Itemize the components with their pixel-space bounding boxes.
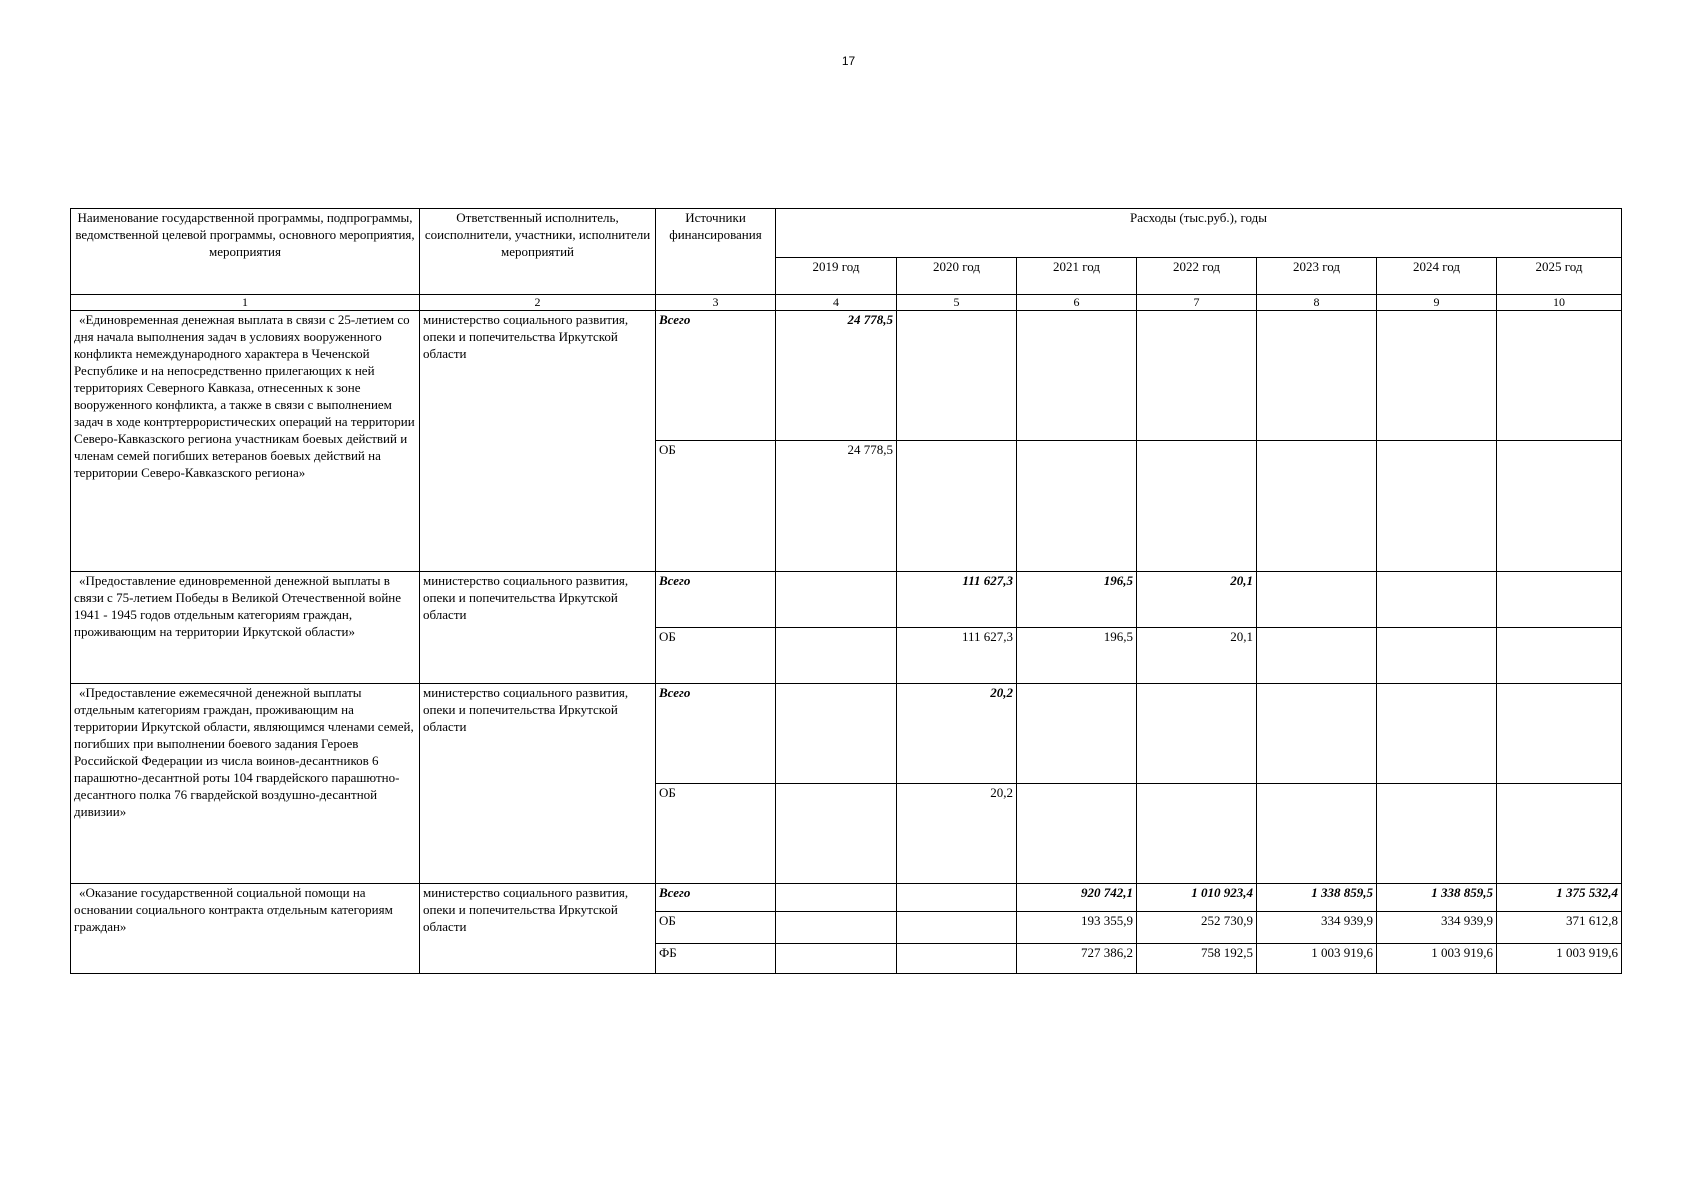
source-label: Всего [656, 572, 776, 628]
value-cell [1257, 628, 1377, 684]
value-cell: 334 939,9 [1257, 912, 1377, 944]
value-cell [1257, 441, 1377, 572]
value-cell [1137, 311, 1257, 441]
value-cell [1497, 441, 1622, 572]
header-year: 2022 год [1137, 258, 1257, 295]
table-row [71, 684, 1622, 784]
source-label: ФБ [656, 944, 776, 974]
value-cell [1137, 684, 1257, 784]
value-cell [1137, 441, 1257, 572]
value-cell [1017, 311, 1137, 441]
header-executor: Ответственный исполнитель, соисполнители, участники, исполнители мероприятий [420, 209, 656, 295]
value-cell [1497, 784, 1622, 884]
value-cell: 371 612,8 [1497, 912, 1622, 944]
header-source: Источники финансирования [656, 209, 776, 295]
value-cell: 24 778,5 [776, 441, 897, 572]
value-cell: 1 003 919,6 [1257, 944, 1377, 974]
source-label: ОБ [656, 441, 776, 572]
header-year: 2024 год [1377, 258, 1497, 295]
page-number: 17 [841, 54, 856, 68]
value-cell: 20,2 [897, 684, 1017, 784]
value-cell [776, 628, 897, 684]
value-cell [1377, 572, 1497, 628]
value-cell: 1 338 859,5 [1377, 884, 1497, 912]
value-cell [897, 311, 1017, 441]
header-year: 2019 год [776, 258, 897, 295]
value-cell [897, 884, 1017, 912]
value-cell [1017, 784, 1137, 884]
value-cell [897, 944, 1017, 974]
value-cell [1497, 684, 1622, 784]
value-cell [1137, 784, 1257, 884]
value-cell: 1 003 919,6 [1497, 944, 1622, 974]
column-number: 4 [776, 295, 897, 311]
value-cell [1497, 572, 1622, 628]
value-cell [776, 572, 897, 628]
source-label: Всего [656, 884, 776, 912]
header-year: 2020 год [897, 258, 1017, 295]
program-executor: министерство социального развития, опеки и попечительства Иркутской области [420, 572, 656, 684]
column-number: 5 [897, 295, 1017, 311]
header-year: 2023 год [1257, 258, 1377, 295]
value-cell [1497, 311, 1622, 441]
budget-table [70, 208, 1622, 974]
value-cell [1257, 572, 1377, 628]
value-cell: 1 375 532,4 [1497, 884, 1622, 912]
program-executor: министерство социального развития, опеки и попечительства Иркутской области [420, 684, 656, 884]
value-cell: 193 355,9 [1017, 912, 1137, 944]
column-number: 7 [1137, 295, 1257, 311]
value-cell [1377, 311, 1497, 441]
value-cell [1377, 628, 1497, 684]
program-name: «Единовременная денежная выплата в связи с 25-летием со дня начала выполнения задач в условиях вооруженного конфликта немеждународного характера в Чеченской Республике и на непосредственно прилегающих к ней территориях Северного Кавказа, отнесенных к зоне вооруженного конфликта, а также в связи с выполнением задач в ходе контртеррористических операций на территории Северо-Кавказского региона участникам боевых действий и членам семей погибших ветеранов боевых действий на территории Северо-Кавказского региона» [71, 311, 420, 572]
program-name: «Оказание государственной социальной помощи на основании социального контракта отдельным категориям граждан» [71, 884, 420, 974]
header-year: 2025 год [1497, 258, 1622, 295]
value-cell: 1 338 859,5 [1257, 884, 1377, 912]
value-cell: 252 730,9 [1137, 912, 1257, 944]
source-label: Всего [656, 684, 776, 784]
value-cell [776, 944, 897, 974]
source-label: ОБ [656, 784, 776, 884]
value-cell: 758 192,5 [1137, 944, 1257, 974]
program-name: «Предоставление ежемесячной денежной выплаты отдельным категориям граждан, проживающим на территории Иркутской области, являющимся членами семей, погибших при выполнении боевого задания Героев Российской Федерации из числа воинов-десантников 6 парашютно-десантной роты 104 гвардейского парашютно-десантного полка 76 гвардейской воздушно-десантной дивизии» [71, 684, 420, 884]
column-number: 1 [71, 295, 420, 311]
value-cell: 1 003 919,6 [1377, 944, 1497, 974]
value-cell [1377, 684, 1497, 784]
value-cell: 20,2 [897, 784, 1017, 884]
program-executor: министерство социального развития, опеки и попечительства Иркутской области [420, 884, 656, 974]
source-label: ОБ [656, 628, 776, 684]
value-cell [1257, 784, 1377, 884]
column-number: 2 [420, 295, 656, 311]
table-row [71, 311, 1622, 441]
value-cell: 196,5 [1017, 628, 1137, 684]
column-number: 9 [1377, 295, 1497, 311]
value-cell [1017, 684, 1137, 784]
header-expenses: Расходы (тыс.руб.), годы [776, 209, 1622, 258]
value-cell [776, 784, 897, 884]
value-cell: 20,1 [1137, 572, 1257, 628]
value-cell: 920 742,1 [1017, 884, 1137, 912]
value-cell: 196,5 [1017, 572, 1137, 628]
value-cell [1257, 311, 1377, 441]
table-row [71, 884, 1622, 912]
column-number: 10 [1497, 295, 1622, 311]
value-cell [776, 912, 897, 944]
value-cell [1497, 628, 1622, 684]
column-number: 3 [656, 295, 776, 311]
value-cell [897, 441, 1017, 572]
value-cell: 20,1 [1137, 628, 1257, 684]
value-cell [1257, 684, 1377, 784]
value-cell [776, 684, 897, 784]
value-cell [1017, 441, 1137, 572]
value-cell: 111 627,3 [897, 628, 1017, 684]
value-cell: 24 778,5 [776, 311, 897, 441]
value-cell: 1 010 923,4 [1137, 884, 1257, 912]
source-label: ОБ [656, 912, 776, 944]
header-year: 2021 год [1017, 258, 1137, 295]
value-cell: 111 627,3 [897, 572, 1017, 628]
value-cell [776, 884, 897, 912]
column-number: 8 [1257, 295, 1377, 311]
value-cell [1377, 441, 1497, 572]
table-row [71, 572, 1622, 628]
value-cell [897, 912, 1017, 944]
program-executor: министерство социального развития, опеки и попечительства Иркутской области [420, 311, 656, 572]
header-name: Наименование государственной программы, подпрограммы, ведомственной целевой программы, основного мероприятия, мероприятия [71, 209, 420, 295]
value-cell [1377, 784, 1497, 884]
value-cell: 334 939,9 [1377, 912, 1497, 944]
value-cell: 727 386,2 [1017, 944, 1137, 974]
program-name: «Предоставление единовременной денежной выплаты в связи с 75-летием Победы в Великой Отечественной войне 1941 - 1945 годов отдельным категориям граждан, проживающим на территории Иркутской области» [71, 572, 420, 684]
source-label: Всего [656, 311, 776, 441]
column-number: 6 [1017, 295, 1137, 311]
